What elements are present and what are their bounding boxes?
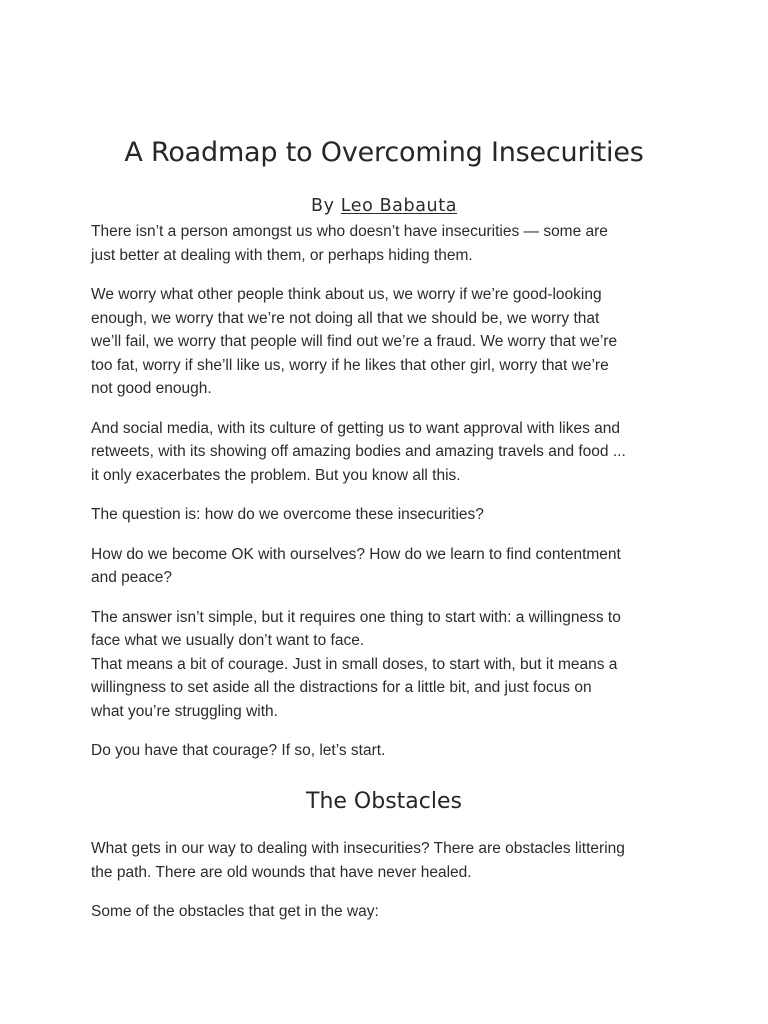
text-line: Some of the obstacles that get in the way: [91, 903, 379, 920]
text-line: We worry what other people think about us, we worry if we’re good-looking [91, 286, 602, 303]
text-line: willingness to set aside all the distractions for a little bit, and just focus on [91, 679, 592, 696]
text-line: we’ll fail, we worry that people will find out we’re a fraud. We worry that we’re [91, 333, 618, 350]
paragraph [91, 606, 691, 724]
byline [0, 196, 768, 216]
paragraph [91, 503, 691, 527]
text-line: the path. There are old wounds that have never healed. [91, 863, 472, 881]
text-line: and peace? [91, 569, 173, 586]
paragraph [91, 837, 691, 884]
paragraph [91, 543, 691, 590]
paragraph [91, 900, 691, 924]
text-line: retweets, with its showing off amazing bodies and amazing travels and food ... [91, 443, 626, 460]
paragraph [91, 220, 691, 267]
byline-prefix: By [310, 196, 335, 216]
text-line: what you’re struggling with. [91, 702, 278, 720]
text-line: not good enough. [91, 380, 212, 397]
document-title: A Roadmap to Overcoming Insecurities [124, 137, 644, 168]
article-body [91, 220, 691, 763]
paragraph [91, 739, 691, 763]
text-line: too fat, worry if she’ll like us, worry if he likes that other girl, worry that we’re [91, 356, 609, 374]
text-line: And social media, with its culture of getting us to want approval with likes and [91, 419, 620, 437]
text-line: The answer isn’t simple, but it requires one thing to start with: a willingness to [91, 608, 621, 626]
section-heading: The Obstacles [306, 789, 462, 814]
author-link[interactable]: Leo Babauta [340, 196, 458, 216]
text-line: There isn’t a person amongst us who doesn’t have insecurities — some are [91, 223, 608, 240]
text-line: it only exacerbates the problem. But you know all this. [91, 466, 461, 484]
text-line: The question is: how do we overcome these insecurities? [91, 506, 484, 523]
paragraph [91, 417, 691, 488]
text-line: That means a bit of courage. Just in small doses, to start with, but it means a [91, 655, 618, 673]
paragraph [91, 283, 691, 401]
section-body [91, 837, 691, 924]
text-line: Do you have that courage? If so, let’s start. [91, 742, 386, 759]
text-line: face what we usually don’t want to face. [91, 632, 365, 649]
text-line: How do we become OK with ourselves? How do we learn to find contentment [91, 545, 621, 563]
text-line: just better at dealing with them, or perhaps hiding them. [91, 246, 473, 264]
text-line: What gets in our way to dealing with insecurities? There are obstacles littering [91, 840, 625, 857]
text-line: enough, we worry that we’re not doing all that we should be, we worry that [91, 309, 600, 327]
